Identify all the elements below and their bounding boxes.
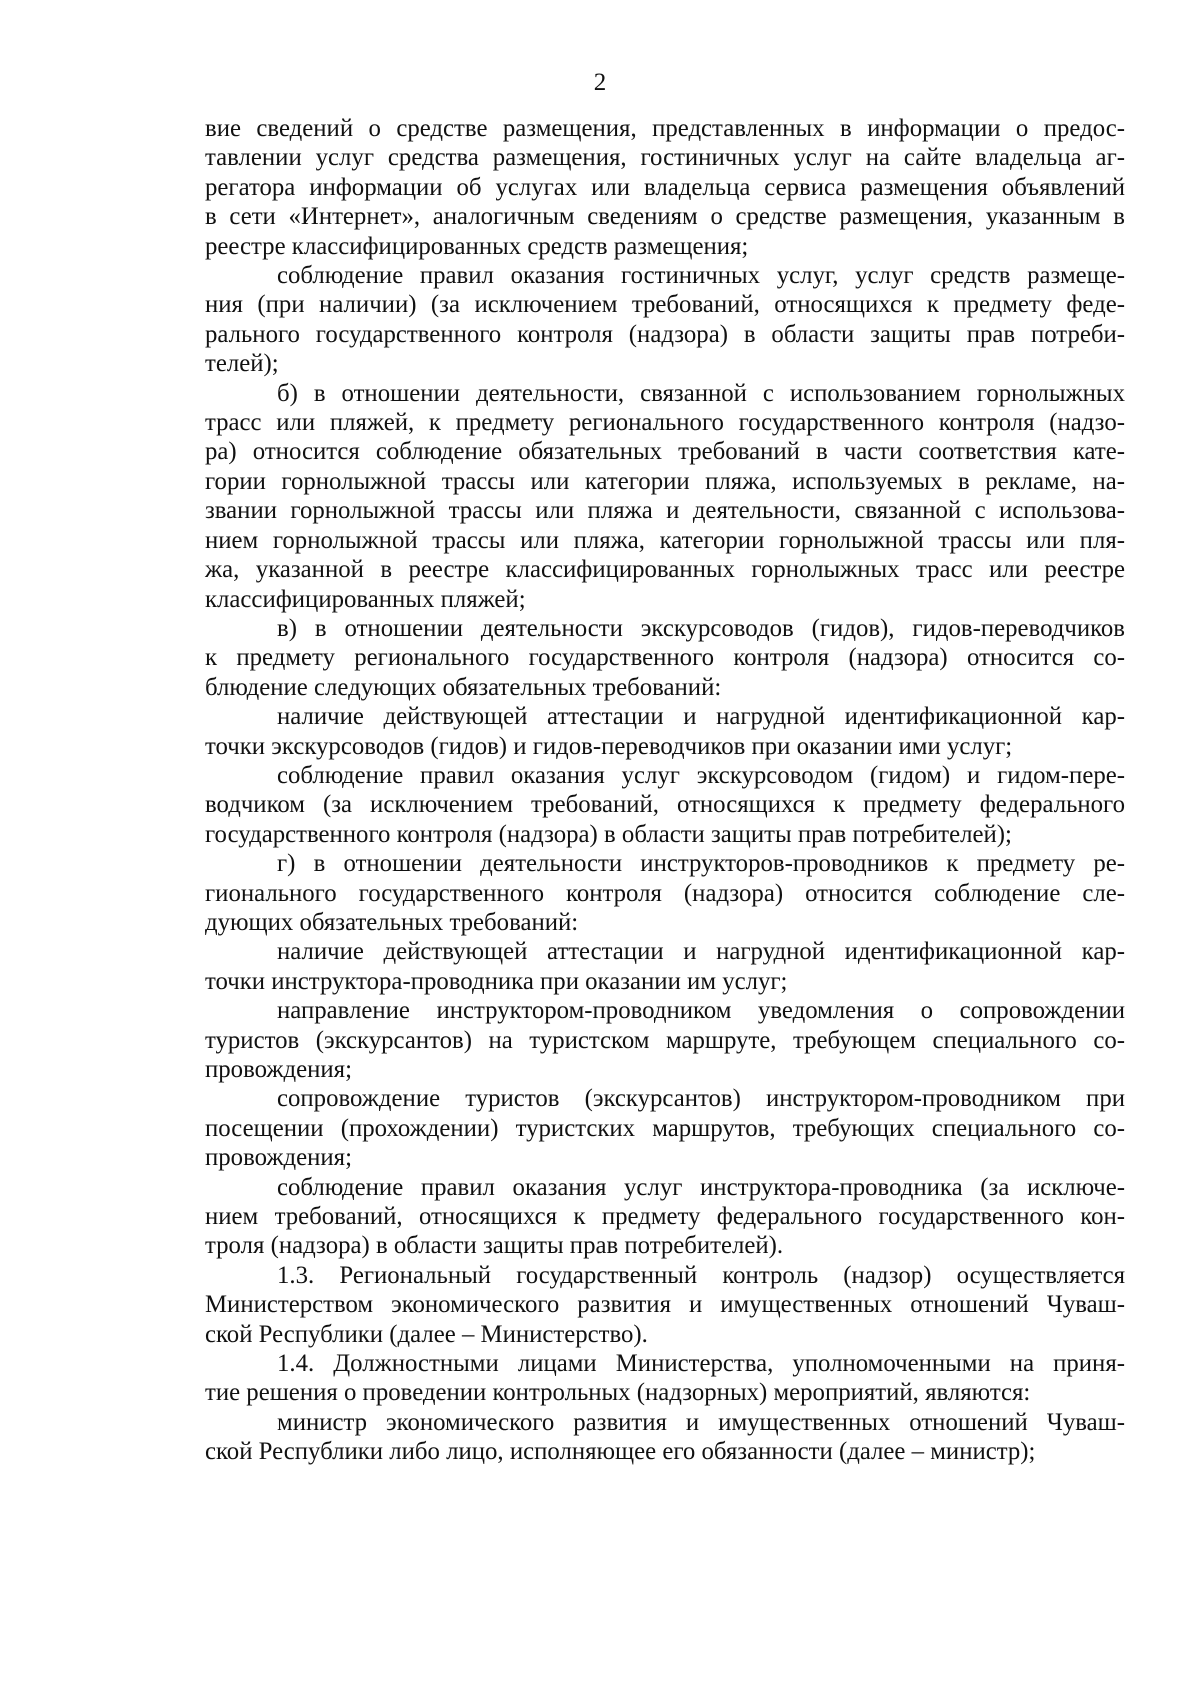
text-line: государственного контроля (надзора) в области защиты прав потребителей); <box>205 820 1012 848</box>
text-line: в) в отношении деятельности экскурсоводов (гидов), гидов-переводчиков <box>277 614 1125 642</box>
document-body <box>205 114 1125 1467</box>
text-line: сопровождение туристов (экскурсантов) инструктором-проводником при <box>277 1085 1125 1113</box>
text-line: ра) относится соблюдение обязательных требований в части соответствия кате- <box>205 438 1125 466</box>
text-line: б) в отношении деятельности, связанной с использованием горнолыжных <box>277 379 1125 407</box>
text-line: 1.3. Региональный государственный контроль (надзор) осуществляется <box>277 1261 1125 1289</box>
text-line: вие сведений о средстве размещения, представленных в информации о предос- <box>205 115 1125 142</box>
paragraph <box>205 114 1125 261</box>
paragraph <box>205 1261 1125 1349</box>
text-line: г) в отношении деятельности инструкторов-проводников к предмету ре- <box>277 850 1125 878</box>
text-line: нием требований, относящихся к предмету федерального государственного кон- <box>205 1203 1125 1231</box>
paragraph <box>205 996 1125 1084</box>
text-line: к предмету регионального государственного контроля (надзора) относится со- <box>205 644 1125 672</box>
paragraph <box>205 1408 1125 1467</box>
text-line: регатора информации об услугах или владельца сервиса размещения объявлений <box>205 173 1125 201</box>
text-line: туристов (экскурсантов) на туристском маршруте, требующем специального со- <box>205 1026 1125 1054</box>
paragraph <box>205 702 1125 761</box>
text-line: классифицированных пляжей; <box>205 585 526 613</box>
paragraph <box>205 1173 1125 1261</box>
paragraph <box>205 379 1125 614</box>
paragraph <box>205 849 1125 937</box>
text-line: соблюдение правил оказания услуг инструктора-проводника (за исключе- <box>277 1173 1125 1201</box>
page-number: 2 <box>593 69 607 96</box>
text-line: рального государственного контроля (надзора) в области защиты прав потреби- <box>205 320 1125 348</box>
text-line: ской Республики (далее – Министерство). <box>205 1320 648 1348</box>
text-line: гионального государственного контроля (надзора) относится соблюдение сле- <box>205 879 1125 907</box>
paragraph <box>205 261 1125 379</box>
text-line: тавлении услуг средства размещения, гостиничных услуг на сайте владельца аг- <box>205 144 1125 172</box>
text-line: гории горнолыжной трассы или категории пляжа, используемых в рекламе, на- <box>205 467 1125 495</box>
text-line: трасс или пляжей, к предмету регионального государственного контроля (надзо- <box>205 409 1125 437</box>
paragraph <box>205 1084 1125 1172</box>
text-line: жа, указанной в реестре классифицированных горнолыжных трасс или реестре <box>205 556 1125 584</box>
text-line: водчиком (за исключением требований, относящихся к предмету федерального <box>205 791 1125 819</box>
text-line: провождения; <box>205 1056 352 1083</box>
text-line: дующих обязательных требований: <box>205 908 579 936</box>
text-line: троля (надзора) в области защиты прав потребителей). <box>205 1232 784 1260</box>
text-line: ния (при наличии) (за исключением требований, относящихся к предмету феде- <box>205 291 1125 319</box>
paragraph <box>205 761 1125 849</box>
text-line: звании горнолыжной трассы или пляжа и деятельности, связанной с использова- <box>205 497 1125 525</box>
text-line: 1.4. Должностными лицами Министерства, уполномоченными на приня- <box>277 1350 1125 1378</box>
text-line: в сети «Интернет», аналогичным сведениям о средстве размещения, указанным в <box>205 203 1125 231</box>
text-line: наличие действующей аттестации и нагрудной идентификационной кар- <box>277 938 1125 966</box>
text-line: точки экскурсоводов (гидов) и гидов-переводчиков при оказании ими услуг; <box>205 732 1013 760</box>
text-line: посещении (прохождении) туристских маршрутов, требующих специального со- <box>205 1114 1125 1142</box>
text-line: соблюдение правил оказания услуг экскурсоводом (гидом) и гидом-пере- <box>277 761 1125 789</box>
text-line: тие решения о проведении контрольных (надзорных) мероприятий, являются: <box>205 1379 1031 1407</box>
text-line: блюдение следующих обязательных требований: <box>205 673 722 701</box>
text-line: точки инструктора-проводника при оказании им услуг; <box>205 967 788 995</box>
text-line: телей); <box>205 350 279 378</box>
paragraph <box>205 614 1125 702</box>
text-line: реестре классифицированных средств размещения; <box>205 232 749 260</box>
paragraph <box>205 937 1125 996</box>
text-line: наличие действующей аттестации и нагрудной идентификационной кар- <box>277 703 1125 731</box>
text-line: соблюдение правил оказания гостиничных услуг, услуг средств размеще- <box>277 262 1125 290</box>
text-line: министр экономического развития и имущественных отношений Чуваш- <box>277 1408 1125 1436</box>
text-line: нием горнолыжной трассы или пляжа, категории горнолыжной трассы или пля- <box>205 526 1125 554</box>
text-line: ской Республики либо лицо, исполняющее его обязанности (далее – министр); <box>205 1438 1036 1466</box>
text-line: Министерством экономического развития и имущественных отношений Чуваш- <box>205 1291 1125 1319</box>
text-line: направление инструктором-проводником уведомления о сопровождении <box>277 997 1125 1025</box>
paragraph <box>205 1349 1125 1408</box>
text-line: провождения; <box>205 1144 352 1172</box>
